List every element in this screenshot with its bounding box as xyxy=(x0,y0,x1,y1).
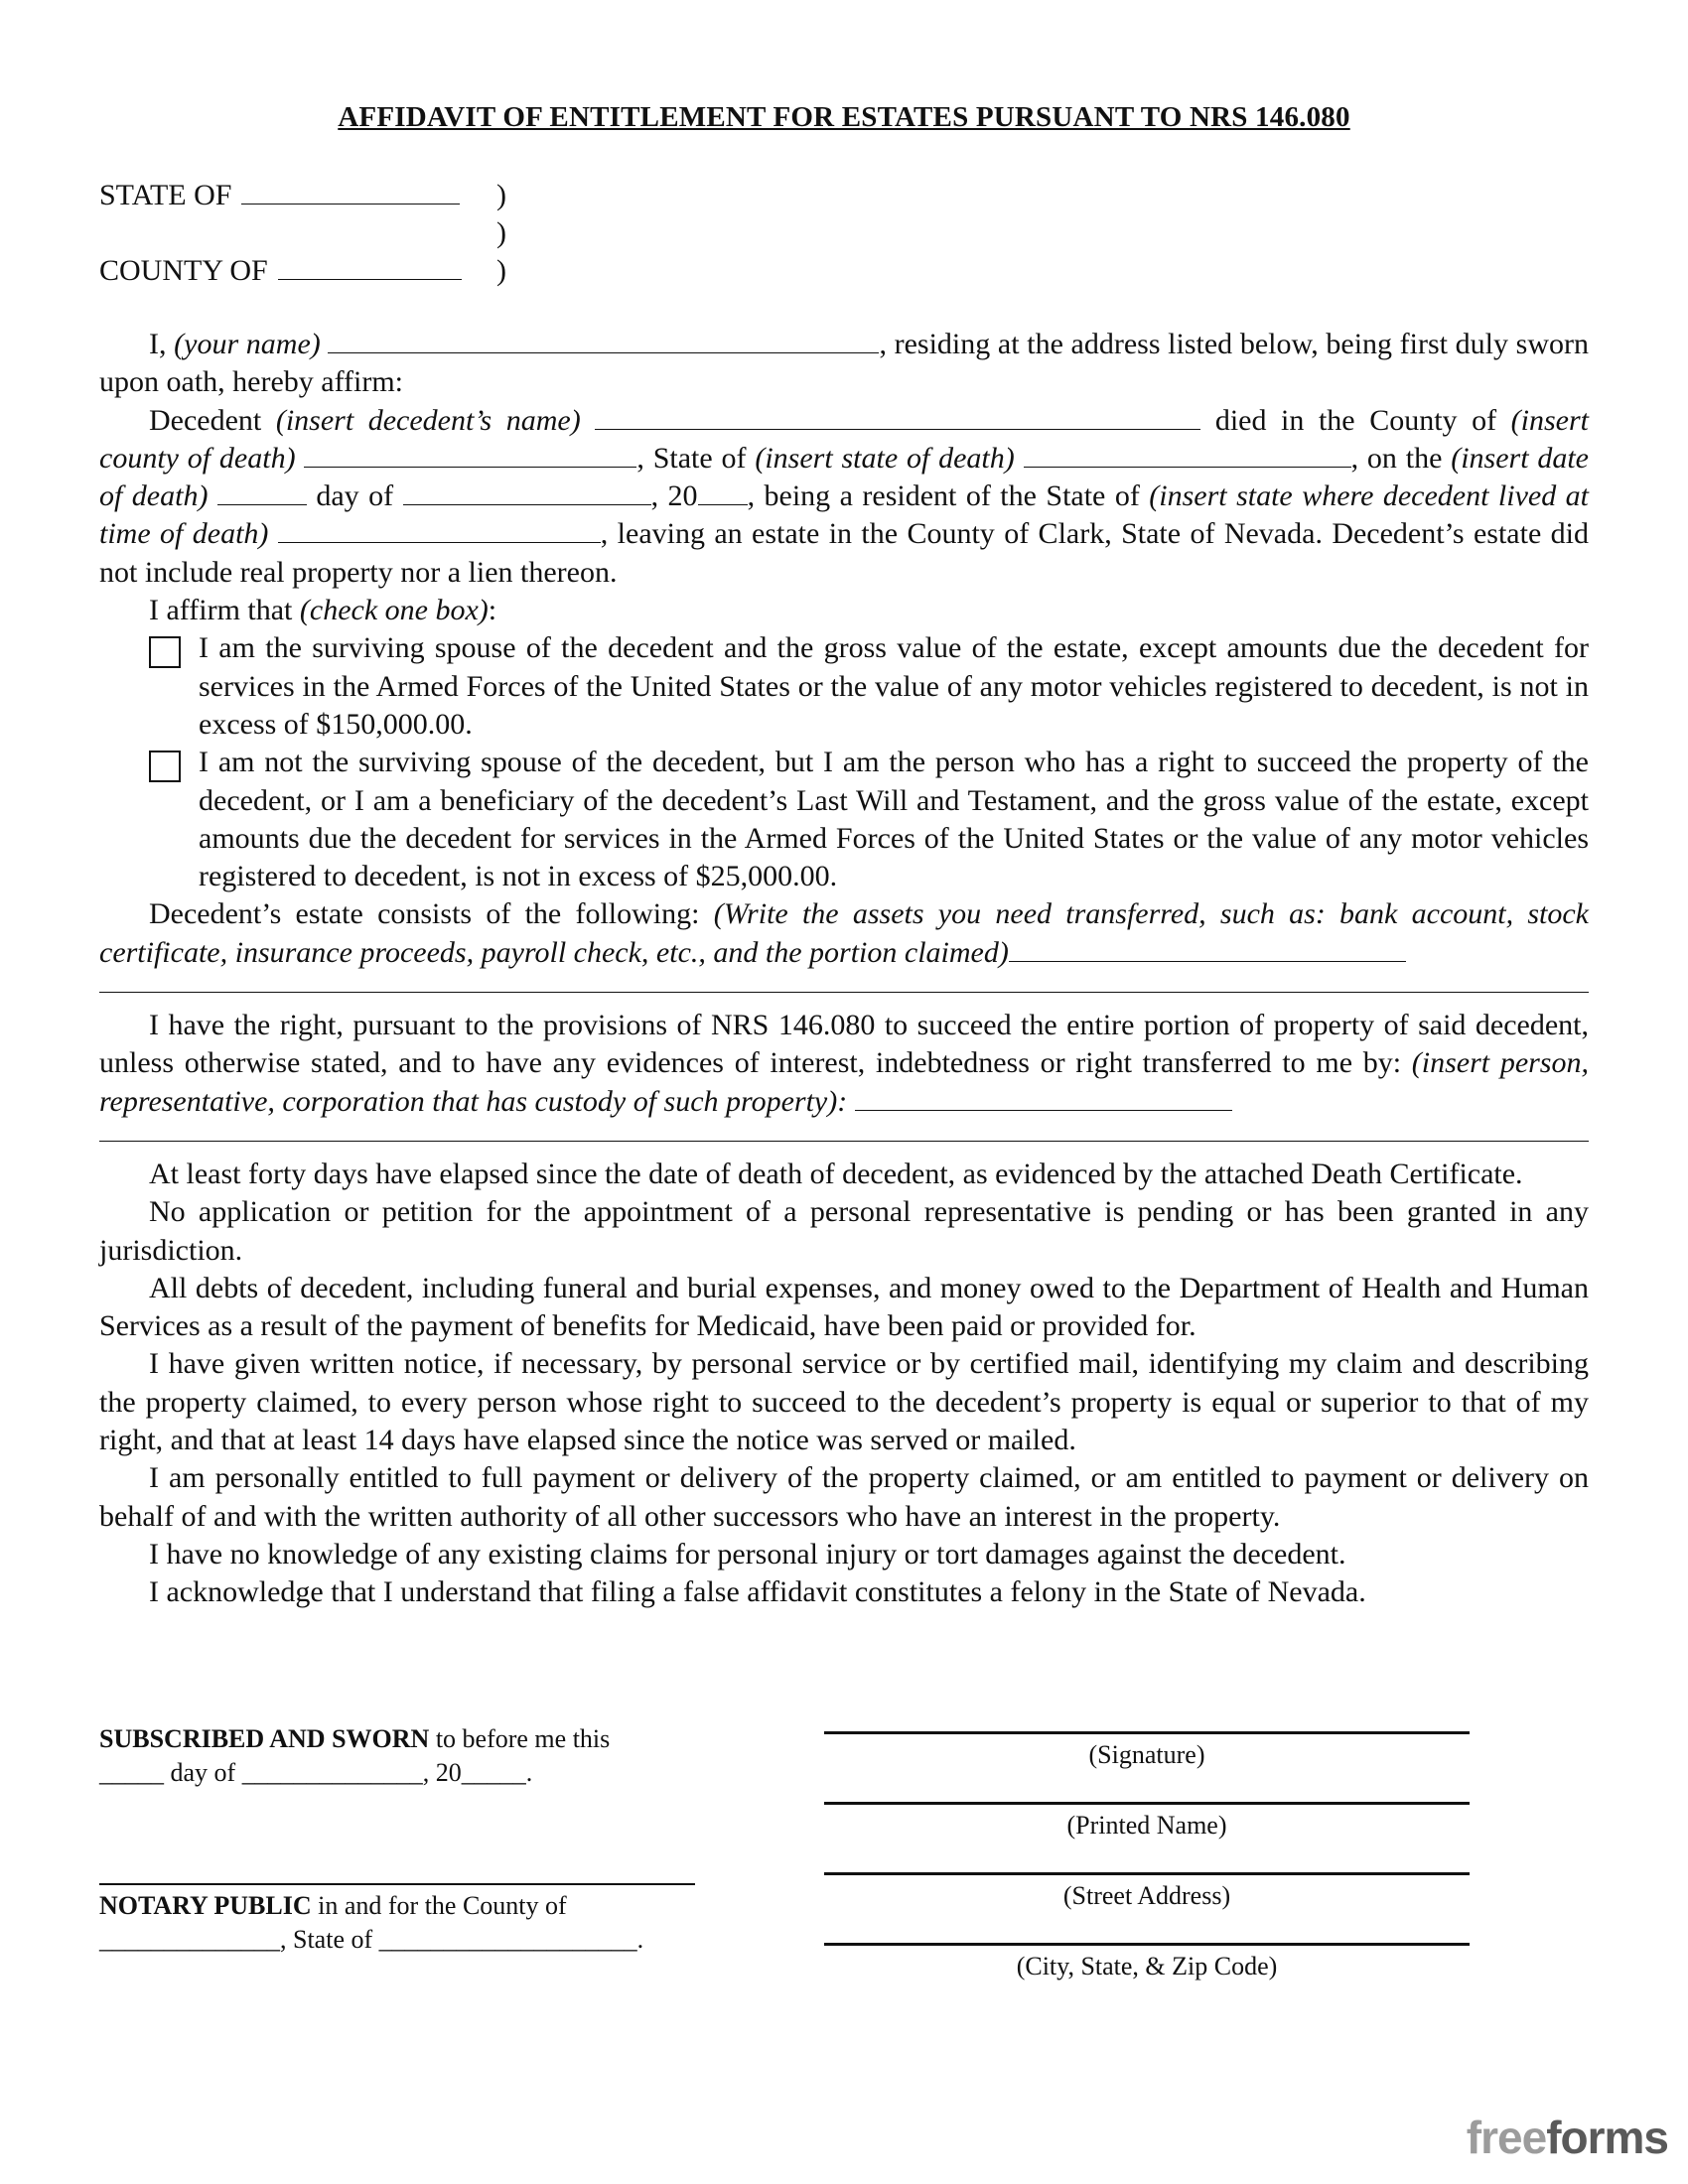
signature-field[interactable] xyxy=(824,1731,1470,1770)
notice-paragraph: I have given written notice, if necessary, by personal service or by certified mail, identifying my claim and describing the property claimed, to every person whose right to succeed to the decedent’s property is equal or superior to that of my right, and that at least 14 days have elapsed since the notice was served or mailed. xyxy=(99,1347,1589,1457)
county-of-death-field[interactable] xyxy=(304,443,636,468)
notary-signature-line[interactable] xyxy=(99,1883,695,1885)
text: I have the right, pursuant to the provisions of NRS 146.080 to succeed the entire portion of property of said decedent, unless otherwise stated, and to have any evidences of interest, indebtedness or right transferred to me by: xyxy=(99,1009,1589,1080)
city-state-zip-field[interactable] xyxy=(824,1943,1470,1981)
option-non-spouse-text: I am not the surviving spouse of the decedent, but I am the person who has a right to succeed the property of the decedent, or I am a beneficiary of the decedent’s Last Will and Testament, and the gross value of the estate, except amounts due the decedent for services in the Armed Forces of the United States or the value of any motor vehicles registered to decedent, is not in excess of $25,000.00. xyxy=(199,746,1589,893)
county-field[interactable] xyxy=(278,253,462,280)
affidavit-body xyxy=(99,326,1589,1612)
text: Decedent’s estate consists of the following: xyxy=(149,897,714,931)
text: Decedent xyxy=(149,403,276,437)
debts-paragraph: All debts of decedent, including funeral and burial expenses, and money owed to the Department of Health and Human Services as a result of the payment of benefits for Medicaid, have been paid or provided for. xyxy=(99,1271,1589,1343)
custodian-continuation-line[interactable] xyxy=(99,1121,1589,1142)
no-application-paragraph: No application or petition for the appointment of a personal representative is pending or has been granted in any jurisdiction. xyxy=(99,1195,1589,1267)
text: , 20 xyxy=(650,479,698,513)
text: , on the xyxy=(1350,441,1452,475)
option-spouse xyxy=(99,629,1589,744)
hint-text: (your name) xyxy=(174,328,321,360)
jurat-block xyxy=(99,1722,715,1790)
assets-field[interactable] xyxy=(1009,937,1406,962)
street-address-line[interactable] xyxy=(824,1872,1470,1875)
hint-text: (Write the assets you need transferred, such as: bank account, stock certificate, insurance proceeds, payroll check, etc., and the portion claimed) xyxy=(99,897,1589,969)
text: I affirm that xyxy=(149,594,300,627)
state-field[interactable] xyxy=(241,178,460,205)
right-paragraph xyxy=(99,1007,1589,1121)
street-address-label: (Street Address) xyxy=(1062,1881,1231,1910)
text: , leaving an estate in the County of Clark, State of Nevada. Decedent’s estate did not include real property nor a lien thereon. xyxy=(99,517,1589,589)
logo-part-forms: forms xyxy=(1546,2112,1668,2163)
street-address-field[interactable] xyxy=(824,1872,1470,1911)
assets-continuation-line[interactable] xyxy=(99,972,1589,993)
affiant-name-field[interactable] xyxy=(328,329,879,353)
jurat-bold: SUBSCRIBED AND SWORN xyxy=(99,1724,430,1753)
hint-text: (insert state where decedent lived at time of death) xyxy=(99,479,1590,551)
hint-text: (insert decedent’s name) xyxy=(275,403,581,437)
hint-text: (insert person, representative, corporation that has custody of such property): xyxy=(99,1046,1589,1118)
notary-location-line[interactable]: ______________, State of ____________________. xyxy=(99,1925,644,1954)
county-label: COUNTY OF xyxy=(99,254,268,287)
state-label: STATE OF xyxy=(99,179,232,211)
notary-text: in and for the County of xyxy=(311,1891,567,1920)
acknowledgment-paragraph: I acknowledge that I understand that filing a false affidavit constitutes a felony in the State of Nevada. xyxy=(149,1575,1366,1609)
text: , State of xyxy=(636,441,756,475)
printed-name-label: (Printed Name) xyxy=(1066,1811,1227,1840)
forty-days-paragraph: At least forty days have elapsed since the date of death of decedent, as evidenced by the attached Death Certificate. xyxy=(149,1157,1523,1190)
venue-paren: ) xyxy=(496,216,506,249)
venue-block xyxy=(99,177,506,290)
residence-state-field[interactable] xyxy=(278,518,601,543)
document-title: AFFIDAVIT OF ENTITLEMENT FOR ESTATES PURSUANT TO NRS 146.080 xyxy=(338,101,1350,133)
city-state-zip-line[interactable] xyxy=(824,1943,1470,1946)
signature-label: (Signature) xyxy=(1088,1740,1205,1769)
hint-text: (insert county of death) xyxy=(99,403,1589,475)
city-state-zip-label: (City, State, & Zip Code) xyxy=(1016,1952,1278,1980)
no-claims-paragraph: I have no knowledge of any existing claims for personal injury or tort damages against the decedent. xyxy=(149,1537,1346,1570)
affirm-paragraph xyxy=(99,592,1589,629)
text: day of xyxy=(306,479,403,513)
option-non-spouse xyxy=(99,744,1589,895)
entitlement-paragraph: I am personally entitled to full payment or delivery of the property claimed, or am entitled to payment or delivery on behalf of and with the written authority of all other successors who have an interest in the property. xyxy=(99,1461,1589,1533)
venue-paren: ) xyxy=(496,254,506,287)
death-year-field[interactable] xyxy=(698,480,748,505)
text: died in the County of xyxy=(1200,403,1511,437)
hint-text: (insert state of death) xyxy=(755,441,1015,475)
decedent-paragraph xyxy=(99,402,1589,592)
notary-block xyxy=(99,1889,735,1957)
spouse-checkbox[interactable] xyxy=(149,636,181,668)
venue-paren: ) xyxy=(496,179,506,211)
custodian-field[interactable] xyxy=(855,1086,1232,1111)
signature-line[interactable] xyxy=(824,1731,1470,1734)
affiant-paragraph xyxy=(99,326,1589,402)
notary-bold: NOTARY PUBLIC xyxy=(99,1891,312,1920)
text: : xyxy=(488,594,497,627)
decedent-name-field[interactable] xyxy=(595,405,1200,430)
printed-name-line[interactable] xyxy=(824,1802,1470,1805)
text: I, xyxy=(149,328,175,360)
text: , being a resident of the State of xyxy=(747,479,1150,513)
jurat-text: to before me this xyxy=(429,1724,611,1753)
state-of-death-field[interactable] xyxy=(1024,443,1351,468)
printed-name-field[interactable] xyxy=(824,1802,1470,1841)
text: , residing at the address listed below, being first duly sworn upon oath, hereby affirm: xyxy=(99,328,1590,399)
freeforms-logo xyxy=(1467,2111,1668,2164)
hint-text: (insert date of death) xyxy=(99,441,1589,513)
option-spouse-text: I am the surviving spouse of the decedent and the gross value of the estate, except amounts due the decedent for services in the Armed Forces of the United States or the value of any motor vehicles registered to decedent, is not in excess of $150,000.00. xyxy=(199,631,1589,741)
non-spouse-checkbox[interactable] xyxy=(149,751,181,782)
assets-paragraph xyxy=(99,895,1589,972)
jurat-date-line[interactable]: _____ day of ______________, 20_____. xyxy=(99,1758,533,1787)
death-month-field[interactable] xyxy=(403,480,651,505)
logo-part-free: free xyxy=(1466,2112,1547,2163)
hint-text: (check one box) xyxy=(299,594,489,627)
death-day-field[interactable] xyxy=(217,480,307,505)
